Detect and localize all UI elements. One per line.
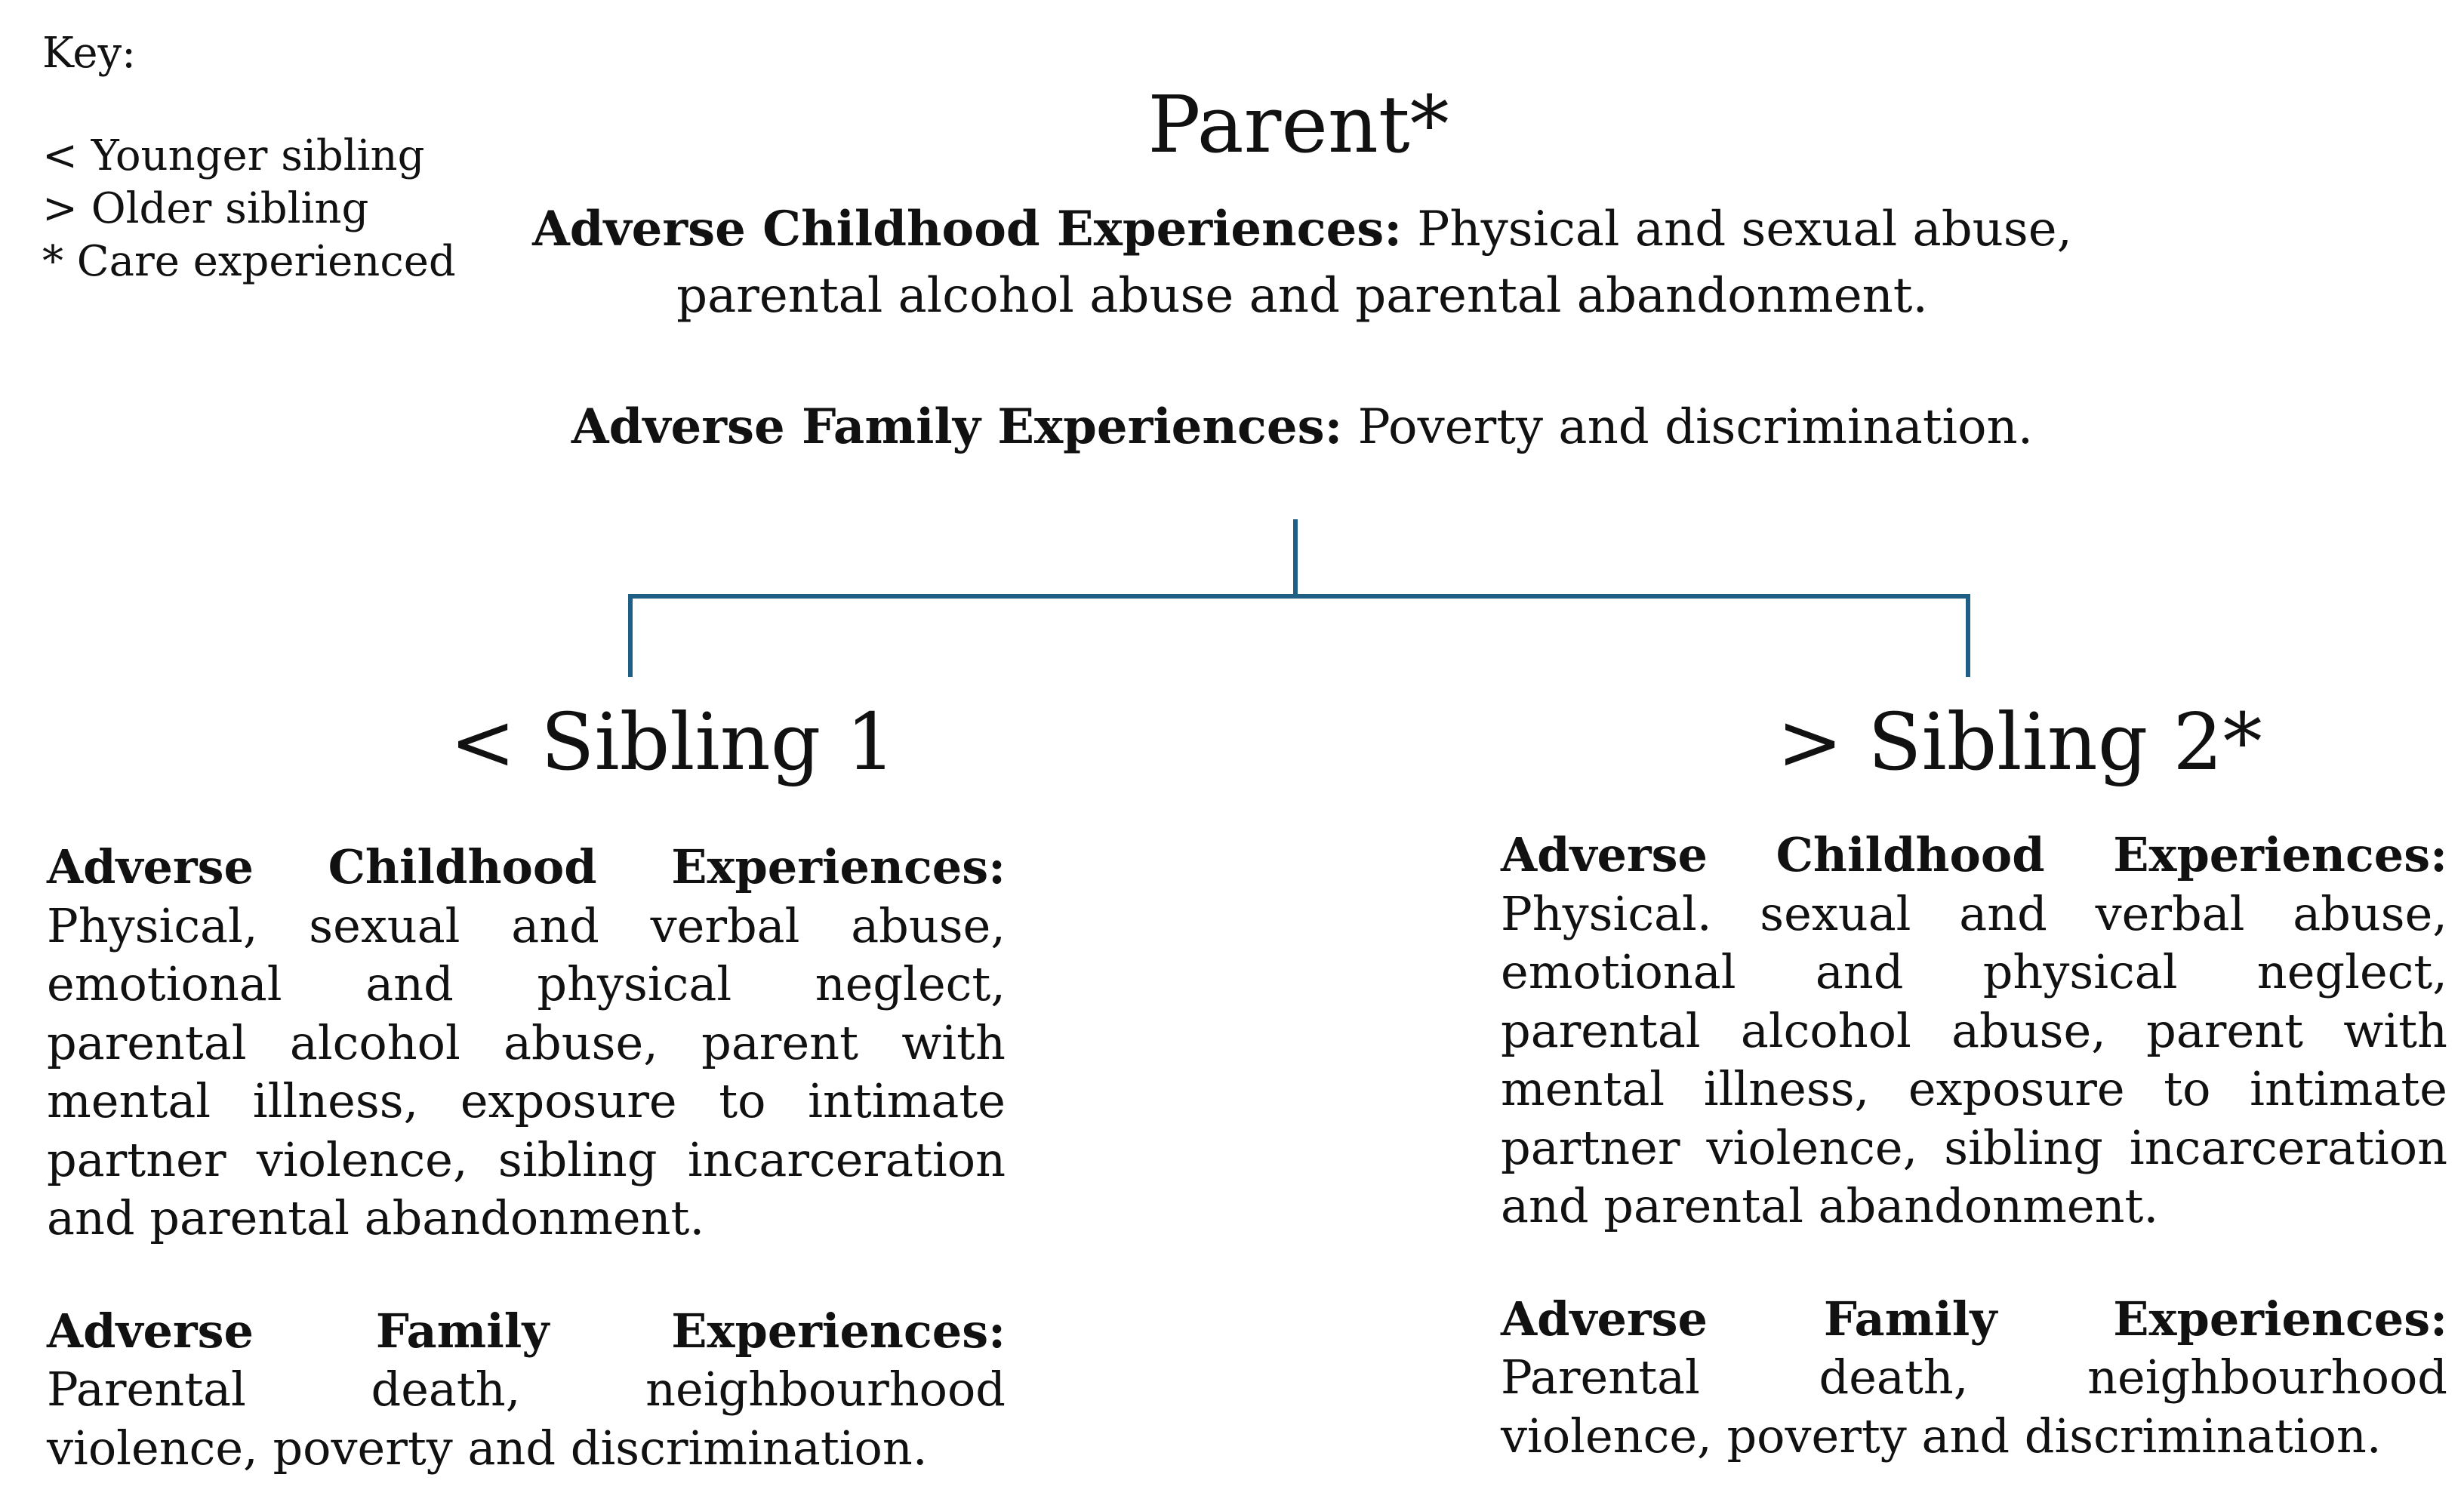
key-item-younger-sibling: < Younger sibling (42, 131, 425, 180)
sibling2-details (1501, 826, 2447, 1502)
sibling1-afe-label: Adverse Family Experiences: (47, 1303, 1006, 1359)
sibling2-ace-text: Physical. sexual and verbal abuse, emotional and physical neglect, parental alcohol abuse, parent with mental illness, exposure to intimate partner violence, sibling incarceration and parental abandonment. (1501, 885, 2447, 1233)
parent-ace-text: Physical and sexual abuse, parental alcohol abuse and parental abandonment. (676, 202, 2072, 325)
key-title: Key: (42, 29, 136, 78)
parent-ace-block (423, 196, 2182, 330)
sibling1-details (47, 838, 1006, 1502)
sibling1-ace-text: Physical, sexual and verbal abuse, emotional and physical neglect, parental alcohol abuse, parent with mental illness, exposure to intimate partner violence, sibling incarceration and parental abandonment. (47, 897, 1006, 1245)
parent-afe-block (423, 394, 2182, 460)
sibling2-ace-label: Adverse Childhood Experiences: (1501, 827, 2447, 882)
sibling2-title: > Sibling 2* (1777, 696, 2262, 788)
parent-afe-text: Poverty and discrimination. (1342, 399, 2034, 455)
key-legend (42, 27, 456, 288)
sibling1-title: < Sibling 1 (450, 696, 896, 788)
sibling1-afe-text: Parental death, neighbourhood violence, poverty and discrimination. (47, 1362, 1006, 1476)
sibling1-ace-block (47, 838, 1006, 1248)
parent-ace-label: Adverse Childhood Experiences: (532, 201, 1402, 257)
parent-afe-label: Adverse Family Experiences: (571, 399, 1343, 455)
sibling2-ace-block (1501, 826, 2447, 1236)
key-item-care-experienced: * Care experienced (42, 237, 456, 286)
sibling2-afe-text: Parental death, neighbourhood violence, poverty and discrimination. (1501, 1350, 2447, 1464)
key-item-older-sibling: > Older sibling (42, 184, 369, 233)
sibling2-afe-block (1501, 1290, 2447, 1466)
parent-title: Parent* (1147, 78, 1449, 171)
sibling1-afe-block (47, 1302, 1006, 1478)
sibling2-afe-label: Adverse Family Experiences: (1501, 1291, 2447, 1347)
sibling1-ace-label: Adverse Childhood Experiences: (47, 839, 1006, 894)
